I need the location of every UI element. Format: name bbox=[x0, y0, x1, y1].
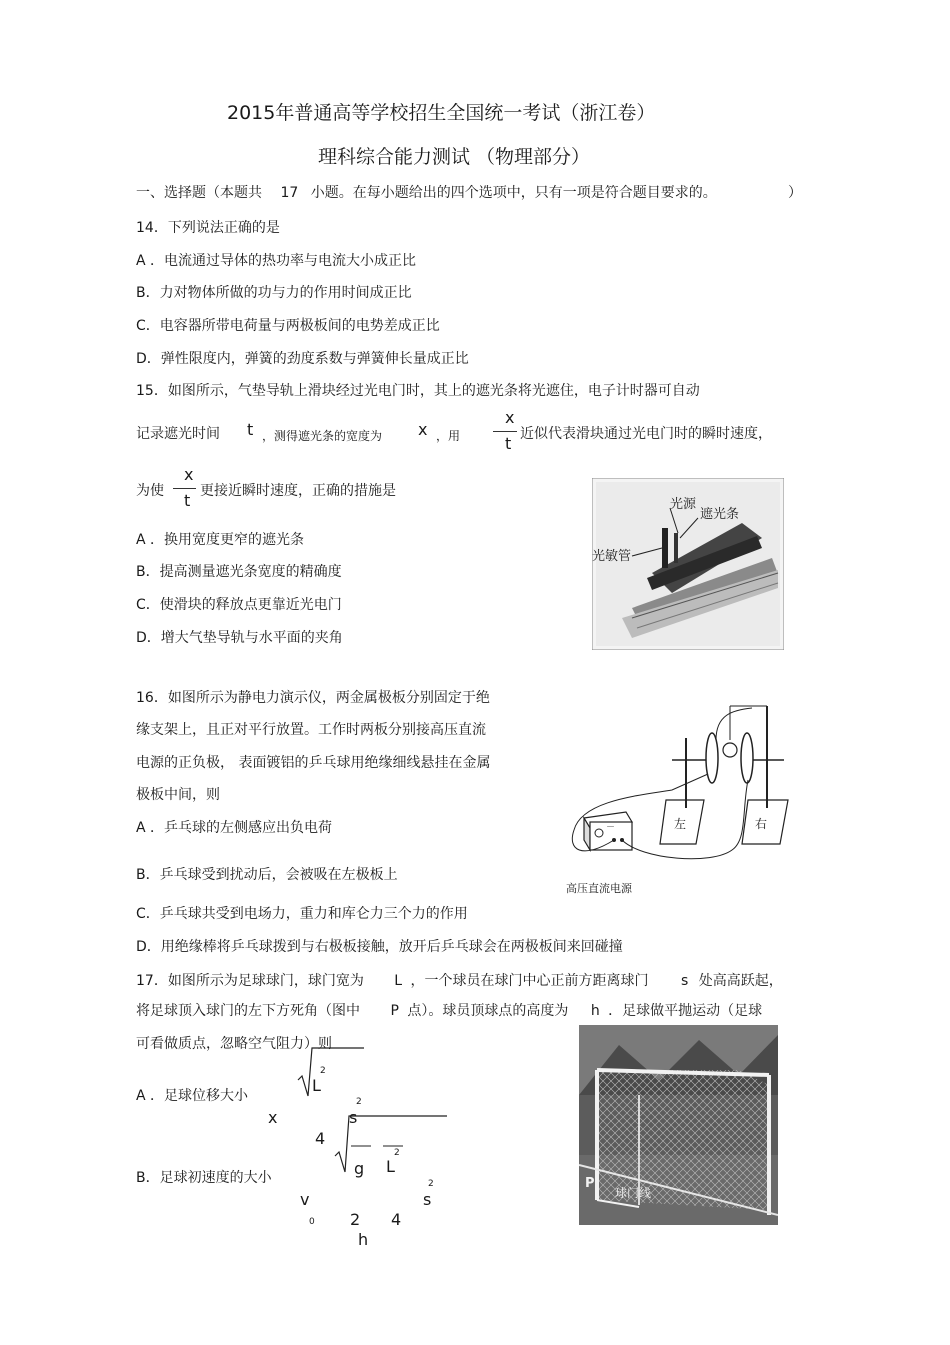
q14-option-c: C．电容器所带电荷量与两极板间的电势差成正比 bbox=[136, 318, 440, 334]
electrostatic-demo-figure bbox=[562, 700, 802, 900]
q17-line1-a: 17．如图所示为足球球门，球门宽为 bbox=[136, 973, 364, 989]
q17-var-s: s bbox=[681, 973, 689, 989]
section-header bbox=[136, 182, 717, 202]
q15-approx-text: 近似代表滑块通过光电门时的瞬时速度， bbox=[520, 426, 772, 442]
q14-option-a: A ．电流通过导体的热功率与电流大小成正比 bbox=[136, 253, 417, 269]
electrostatic-apparatus bbox=[562, 700, 802, 900]
q15-frac2-numerator: x bbox=[184, 465, 194, 484]
section-intro: 一、选择题（本题共 bbox=[136, 185, 262, 201]
q14-option-d: D．弹性限度内，弹簧的劲度系数与弹簧伸长量成正比 bbox=[136, 351, 469, 367]
q15-option-c: C．使滑块的释放点更靠近光电门 bbox=[136, 597, 342, 613]
q17-option-b: B．足球初速度的大小 bbox=[136, 1170, 272, 1186]
q15-record-text: 记录遮光时间 bbox=[136, 426, 220, 442]
q15-stem-line1: 15．如图所示，气垫导轨上滑块经过光电门时，其上的遮光条将光遮住，电子计时器可自动 bbox=[136, 383, 700, 399]
q17-line2-b: 点）。球员顶球点的高度为 bbox=[407, 1003, 569, 1019]
q16-stem-line2: 缘支架上，且正对平行放置。工作时两板分别接高压直流 bbox=[136, 722, 486, 738]
section-count: 17 bbox=[280, 185, 299, 201]
formula-a-exp-L: 2 bbox=[320, 1066, 326, 1076]
q16-stem-line3: 电源的正负极， 表面镀铝的乒乓球用绝缘细线悬挂在金属 bbox=[136, 755, 491, 771]
formula-b-exp-L: 2 bbox=[394, 1148, 400, 1158]
exam-title: 2015年普通高等学校招生全国统一考试（浙江卷） bbox=[227, 102, 656, 124]
q17-line2-a: 将足球顶入球门的左下方死角（图中 bbox=[136, 1003, 360, 1019]
q17-line1-b: ，一个球员在球门中心正前方距离球门 bbox=[410, 973, 649, 989]
q17-line2 bbox=[136, 1000, 762, 1020]
label-light-source: 光源 bbox=[670, 497, 697, 512]
q17-var-h: h bbox=[590, 1003, 600, 1019]
q16-option-b: B．乒乓球受到扰动后，会被吸在左极板上 bbox=[136, 867, 398, 883]
soccer-goal-figure bbox=[579, 1025, 778, 1225]
q17-var-P: P bbox=[390, 1003, 399, 1019]
soccer-goal-photo bbox=[579, 1025, 778, 1225]
formula-b-sub-zero: 0 bbox=[309, 1217, 315, 1227]
label-shading-strip: 遮光条 bbox=[700, 507, 740, 522]
q15-var-x: x bbox=[418, 420, 428, 439]
q16-option-d: D．用绝缘棒将乒乓球拨到与右极板接触，放开后乒乓球会在两极板间来回碰撞 bbox=[136, 939, 623, 955]
q14-stem: 14．下列说法正确的是 bbox=[136, 220, 280, 236]
q17-option-a: A ．足球位移大小 bbox=[136, 1088, 249, 1104]
q17-var-L: L bbox=[394, 973, 403, 989]
formula-b-h: h bbox=[358, 1230, 369, 1249]
q15-option-d: D．增大气垫导轨与水平面的夹角 bbox=[136, 630, 343, 646]
q15-frac2-line bbox=[173, 488, 196, 489]
formula-b-g: g bbox=[354, 1159, 365, 1178]
formula-a-L: L bbox=[312, 1076, 321, 1095]
sqrt-sign-a bbox=[296, 1040, 368, 1100]
air-track-figure bbox=[592, 478, 784, 650]
formula-b-four: 4 bbox=[391, 1210, 402, 1229]
label-right: 右 bbox=[755, 817, 768, 831]
q16-stem-line4: 极板中间，则 bbox=[136, 787, 220, 803]
q15-option-b: B．提高测量遮光条宽度的精确度 bbox=[136, 564, 342, 580]
label-left: 左 bbox=[674, 817, 687, 831]
q15-var-t: t bbox=[247, 420, 254, 439]
label-goal-line: 球门线 bbox=[615, 1186, 652, 1200]
formula-a-exp-s: 2 bbox=[356, 1097, 362, 1107]
formula-b-exp-s: 2 bbox=[428, 1179, 434, 1189]
q15-measure-text: ，测得遮光条的宽度为 bbox=[262, 429, 383, 443]
formula-a-four: 4 bbox=[315, 1129, 326, 1148]
q15-use-text: ，用 bbox=[436, 429, 461, 443]
formula-a-x: x bbox=[268, 1108, 278, 1127]
q16-option-a: A ．乒乓球的左侧感应出负电荷 bbox=[136, 820, 333, 836]
q16-option-c: C．乒乓球共受到电场力，重力和库仑力三个力的作用 bbox=[136, 906, 468, 922]
power-supply-caption: 高压直流电源 bbox=[566, 882, 632, 895]
exam-subtitle: 理科综合能力测试 （物理部分） bbox=[318, 146, 591, 168]
q14-option-b: B．力对物体所做的功与力的作用时间成正比 bbox=[136, 285, 412, 301]
q17-line1 bbox=[136, 970, 783, 990]
q15-closer-text: 更接近瞬时速度，正确的措施是 bbox=[200, 483, 396, 499]
q15-frac1-denominator: t bbox=[505, 434, 512, 453]
q15-make-text: 为使 bbox=[136, 483, 164, 499]
formula-b-L: L bbox=[386, 1157, 395, 1176]
q17-line1-c: 处高高跃起， bbox=[698, 973, 783, 989]
section-close: ） bbox=[788, 185, 802, 201]
label-point-P: P bbox=[585, 1176, 595, 1191]
q15-option-a: A ．换用宽度更窄的遮光条 bbox=[136, 532, 305, 548]
q15-frac1-numerator: x bbox=[505, 408, 515, 427]
q17-line2-c: ．足球做平抛运动（足球 bbox=[608, 1003, 763, 1019]
label-photosensor: 光敏管 bbox=[592, 549, 632, 564]
formula-a-s: s bbox=[349, 1108, 358, 1127]
air-track-photo bbox=[592, 478, 784, 650]
q16-stem-line1: 16．如图所示为静电力演示仪，两金属极板分别固定于绝 bbox=[136, 690, 490, 706]
formula-b-s: s bbox=[423, 1190, 432, 1209]
formula-b-two: 2 bbox=[350, 1210, 361, 1229]
formula-b-v: v bbox=[300, 1190, 310, 1209]
q15-frac1-line bbox=[493, 431, 517, 432]
q15-frac2-denominator: t bbox=[184, 491, 191, 510]
minus-sign: － bbox=[606, 823, 616, 833]
section-rest: 小题。在每小题给出的四个选项中，只有一项是符合题目要求的。 bbox=[310, 185, 717, 201]
q17-line3: 可看做质点，忽略空气阻力）则 bbox=[136, 1036, 332, 1052]
